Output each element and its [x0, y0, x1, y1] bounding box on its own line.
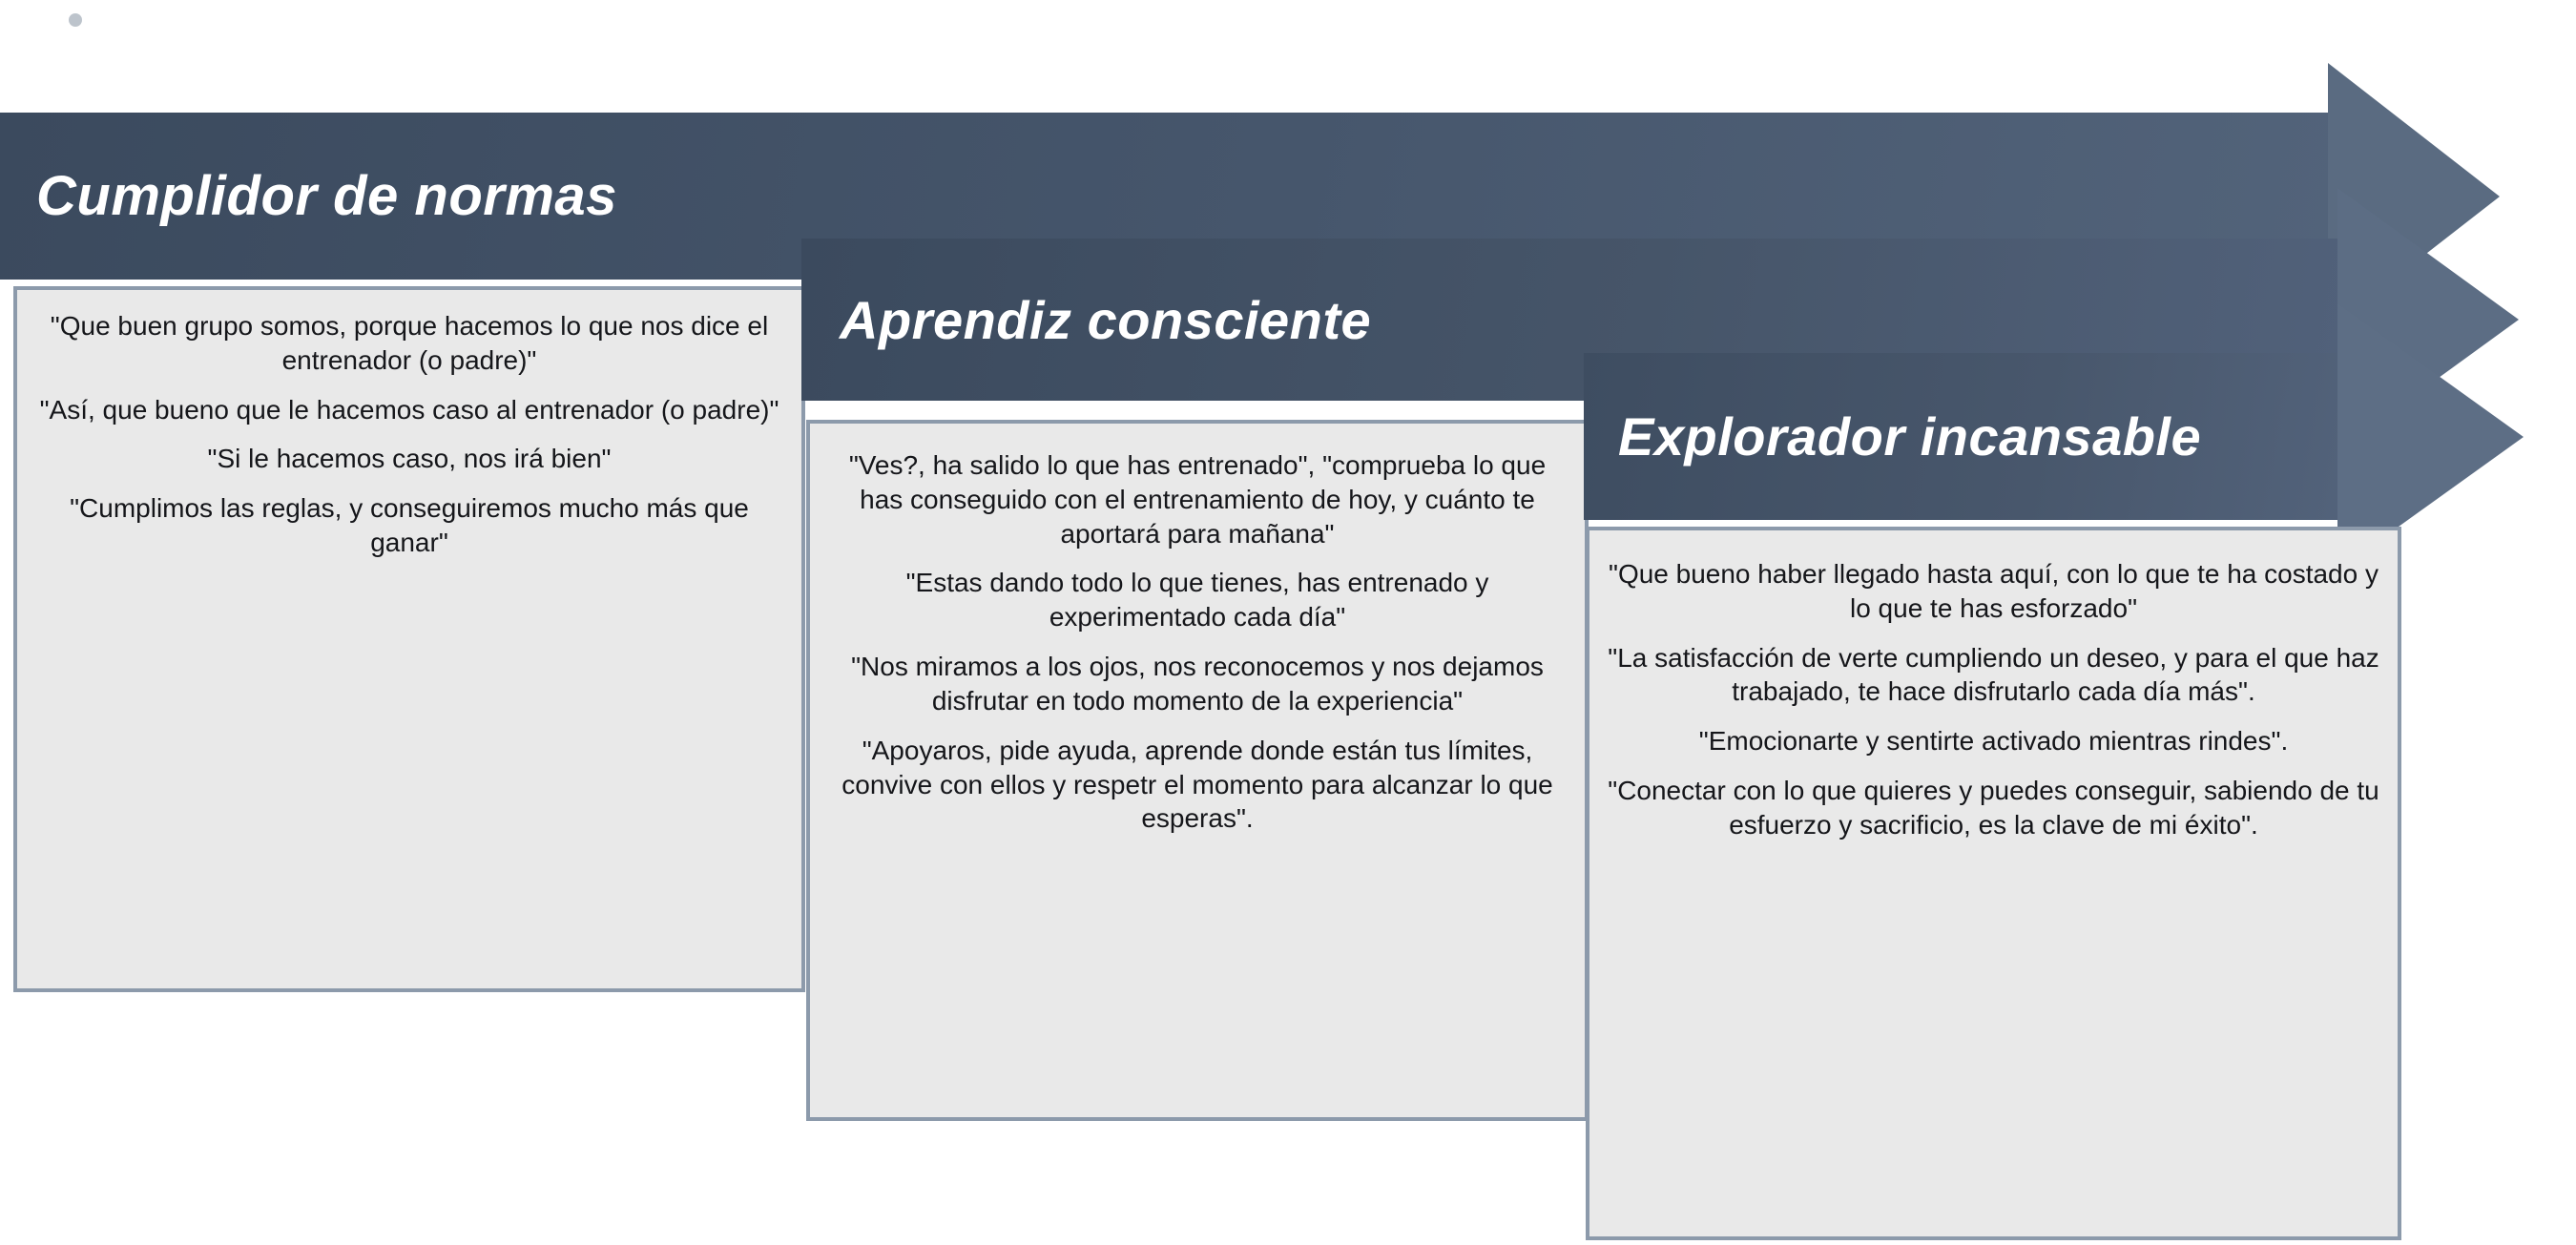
stage-title-explorador: Explorador incansable: [1618, 406, 2202, 467]
stray-mark: [69, 13, 82, 27]
stage-title-aprendiz: Aprendiz consciente: [840, 289, 1372, 350]
quote-text: "Nos miramos a los ojos, nos reconocemos y nos dejamos disfrutar en todo momento de la experiencia": [851, 652, 1544, 716]
quote-text: "Apoyaros, pide ayuda, aprende donde están tus límites, convive con ellos y respetr el momento para alcanzar lo que esperas".: [841, 735, 1553, 834]
quote-text: "La satisfacción de verte cumpliendo un deseo, y para el que haz trabajado, te hace disfrutarlo cada día más".: [1608, 642, 2379, 707]
stage-panel-explorador: [1586, 527, 2401, 1240]
stage-panel-cumplidor: [13, 286, 805, 992]
quote-text: "Cumplimos las reglas, y conseguiremos mucho más que ganar": [70, 493, 749, 558]
stage-title-cumplidor: Cumplidor de normas: [36, 165, 617, 227]
quote-text: "Conectar con lo que quieres y puedes conseguir, sabiendo de tu esfuerzo y sacrificio, es la clave de mi éxito".: [1608, 776, 2379, 840]
quote-text: "Ves?, ha salido lo que has entrenado", "comprueba lo que has conseguido con el entrenamiento de hoy, y cuánto te aportará para mañana": [848, 450, 1547, 549]
quote-text: "Emocionarte y sentirte activado mientras rindes".: [1698, 726, 2289, 757]
chevron-banner-explorador[interactable]: [1584, 353, 2538, 520]
quote-text: "Estas dando todo lo que tienes, has entrenado y experimentado cada día": [905, 568, 1489, 633]
stage-panel-aprendiz: [806, 420, 1589, 1121]
quote-text: "Que bueno haber llegado hasta aquí, con lo que te ha costado y lo que te has esforzado": [1609, 559, 2379, 623]
quote-text: "Que buen grupo somos, porque hacemos lo que nos dice el entrenador (o padre)": [50, 311, 769, 375]
quote-text: "Si le hacemos caso, nos irá bien": [207, 444, 612, 474]
quote-text: "Así, que bueno que le hacemos caso al entrenador (o padre)": [39, 394, 779, 425]
